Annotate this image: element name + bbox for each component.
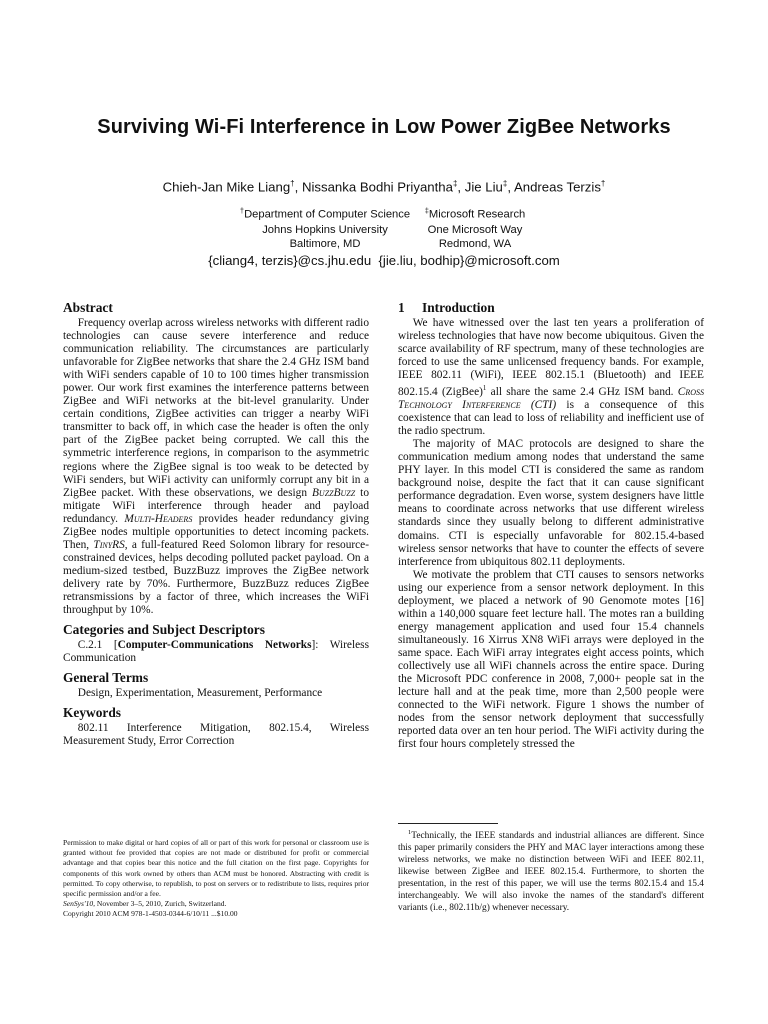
- general-terms-heading: General Terms: [63, 670, 149, 686]
- paper-title: Surviving Wi-Fi Interference in Low Power ZigBee Networks: [97, 116, 671, 138]
- author-name: Andreas Terzis: [513, 179, 601, 195]
- footnote-text: Technically, the IEEE standards and industrial alliances are different. Since this paper primarily considers the PHY and MAC layer interactions among these wireless networks, we make no distinction between WiFi and IEEE 802.11, likewise between ZigBee and IEEE 802.15.4. Furthermore, to shorten the presentation, in the rest of this paper, we will use the terms 802.15.4 and 15.4 interchangeably. We will also invoke the names of the standard's different variants (i.e., 802.11b/g) whenever necessary.: [398, 831, 704, 913]
- affiliation-city: Baltimore, MD: [289, 238, 361, 251]
- affiliation-org: One Microsoft Way: [427, 223, 523, 236]
- categories-heading: Categories and Subject Descriptors: [63, 622, 265, 638]
- footnote: [398, 827, 704, 914]
- venue-line: SenSys'10, November 3–5, 2010, Zurich, Switzerland.: [63, 899, 227, 909]
- affiliation-mark: †: [600, 179, 606, 188]
- abstract-heading: Abstract: [63, 300, 113, 315]
- intro-paragraph: The majority of MAC protocols are designed to share the communication medium among nodes that understand the same PHY layer. In this model CTI is considered the same as random background noise, despite the fact that it can cause significant performance degradation. Even worse, system designers have little means to coordinate across networks that use different wireless standards since they usually belong to different administrative domains. CTI is especially unfavorable for 802.15.4-based wireless sensor networks that have to counter the effects of severe interference from ubiquitous 802.11 deployments.: [398, 438, 704, 568]
- abstract-text: Frequency overlap across wireless networks with different radio technologies can cause severe interference and reduce communication reliability. The circumstances are particularly unfavorable for ZigBee networks that share the 2.4 GHz ISM band with WiFi senders capable of 10 to 100 times higher transmission power. Our work first examines the interference patterns between ZigBee and WiFi networks at the bit-level granularity. Under certain conditions, ZigBee activities can trigger a nearby WiFi transmitter to back off, in which case the header is often the only part of the ZigBee packet being corrupted. We call this the symmetric interference regions, in comparison to the asymmetric regions where the ZigBee signal is too weak to be detected by WiFi senders, but WiFi activity can uniformly corrupt any bit in a ZigBee packet. With these observations, we design BuzzBuzz to mitigate WiFi interference through header and payload redundancy. Multi-Headers provides header redundancy giving ZigBee nodes multiple opportunities to detect incoming packets. Then, TinyRS, a full-featured Reed Solomon library for resource-constrained devices, helps decoding polluted packet payload. On a medium-sized testbed, BuzzBuzz improves the ZigBee network delivery rate by 70%. Furthermore, BuzzBuzz reduces ZigBee retransmissions by a factor of three, which increases the WiFi throughput by 10%.: [63, 317, 369, 617]
- categories-text: C.2.1 [Computer-Communications Networks]: Wireless Communication: [63, 639, 369, 665]
- author-name: Chieh-Jan Mike Liang: [162, 179, 291, 195]
- author-name: Jie Liu: [464, 179, 503, 195]
- affiliation-mark: ‡: [502, 179, 508, 188]
- affiliation-mark: ‡: [452, 179, 458, 188]
- affiliation-mark: †: [290, 179, 295, 188]
- keywords-heading: Keywords: [63, 705, 122, 721]
- permission-text: Permission to make digital or hard copies of all or part of this work for personal or classroom use is granted without fee provided that copies are not made or distributed for profit or commercial advantage and that copies bear this notice and the full citation on the first page. Copyrights for components of this work owned by others than ACM must be honored. Abstracting with credit is permitted. To copy otherwise, to republish, to post on servers or to redistribute to lists, requires prior specific permission and/or a fee.: [63, 838, 369, 899]
- footnote-divider: [398, 823, 498, 824]
- permission-notice: [63, 838, 369, 920]
- author-emails: [0, 253, 768, 268]
- affiliation-microsoft: [410, 204, 540, 252]
- affiliation-dept: Department of Computer Science: [244, 208, 411, 221]
- footnote-marker: 1: [482, 384, 487, 393]
- intro-paragraph: We have witnessed over the last ten years a proliferation of wireless technologies that have now become ubiquitous. Given the scarce availability of RF spectrum, many of these technologies are forced to use the same unlicensed frequency bands. For example, IEEE 802.11 (WiFi), IEEE 802.15.1 (Bluetooth) and IEEE 802.15.4 (ZigBee)$^1$ all share the same 2.4 GHz ISM band. Cross Technology Interference (CTI) is a consequence of this coexistence that can lead to loss of reliability and inefficient use of the radio spectrum.: [398, 317, 705, 438]
- email-jhu: {cliang4, terzis}@cs.jhu.edu: [208, 253, 372, 268]
- footnote-mark: 1: [408, 829, 412, 836]
- affiliation-jhu: [230, 204, 420, 252]
- term-multi-headers: Multi-Headers: [124, 512, 193, 525]
- right-column: [398, 300, 704, 751]
- section-number: 1: [398, 300, 405, 315]
- affiliation-dept: Microsoft Research: [428, 208, 526, 221]
- introduction-heading: 1 Introduction: [398, 300, 495, 315]
- affiliation-mark: †: [239, 206, 245, 215]
- email-microsoft: {jie.liu, bodhip}@microsoft.com: [378, 253, 560, 268]
- term-buzzbuzz: BuzzBuzz: [311, 486, 356, 499]
- left-column: [63, 300, 369, 748]
- term-tinyrs: TinyRS: [93, 538, 125, 551]
- copyright-line: Copyright 2010 ACM 978-1-4503-0344-6/10/11 ...$10.00: [63, 909, 238, 919]
- author-name: Nissanka Bodhi Priyantha: [301, 179, 453, 195]
- general-terms-text: Design, Experimentation, Measurement, Performance: [77, 687, 323, 700]
- intro-paragraph: We motivate the problem that CTI causes to sensors networks using our experience from a sensor network deployment. In this deployment, we placed a network of 90 Genomote motes [16] within a 140,000 square feet lecture hall. The motes ran a building energy management application and used four 15.4 channels simultaneously. 16 Xirrus XN8 WiFi arrays were deployed in the same space. Each WiFi array integrates eight access points, which collectively use all WiFi channels across the entire space. During the Microsoft PDC conference in 2008, 7,000+ people sat in the lecture hall and at the peak time, more than 2,500 people were connected to the WiFi network. Figure 1 shows the number of nodes from the sensor network deployment that successfully reported data over an ten hour period. The WiFi activity during the first four hours completely stressed the: [398, 568, 704, 751]
- author-list: Chieh-Jan Mike Liang†, Nissanka Bodhi Priyantha‡, Jie Liu‡, Andreas Terzis†: [162, 179, 606, 195]
- term-cti: Cross Technology Interference (CTI): [398, 386, 705, 412]
- affiliation-org: Johns Hopkins University: [262, 223, 388, 236]
- keywords-text: 802.11 Interference Mitigation, 802.15.4, Wireless Measurement Study, Error Correction: [63, 722, 369, 748]
- affiliation-city: Redmond, WA: [438, 238, 512, 251]
- affiliation-mark: ‡: [424, 206, 429, 215]
